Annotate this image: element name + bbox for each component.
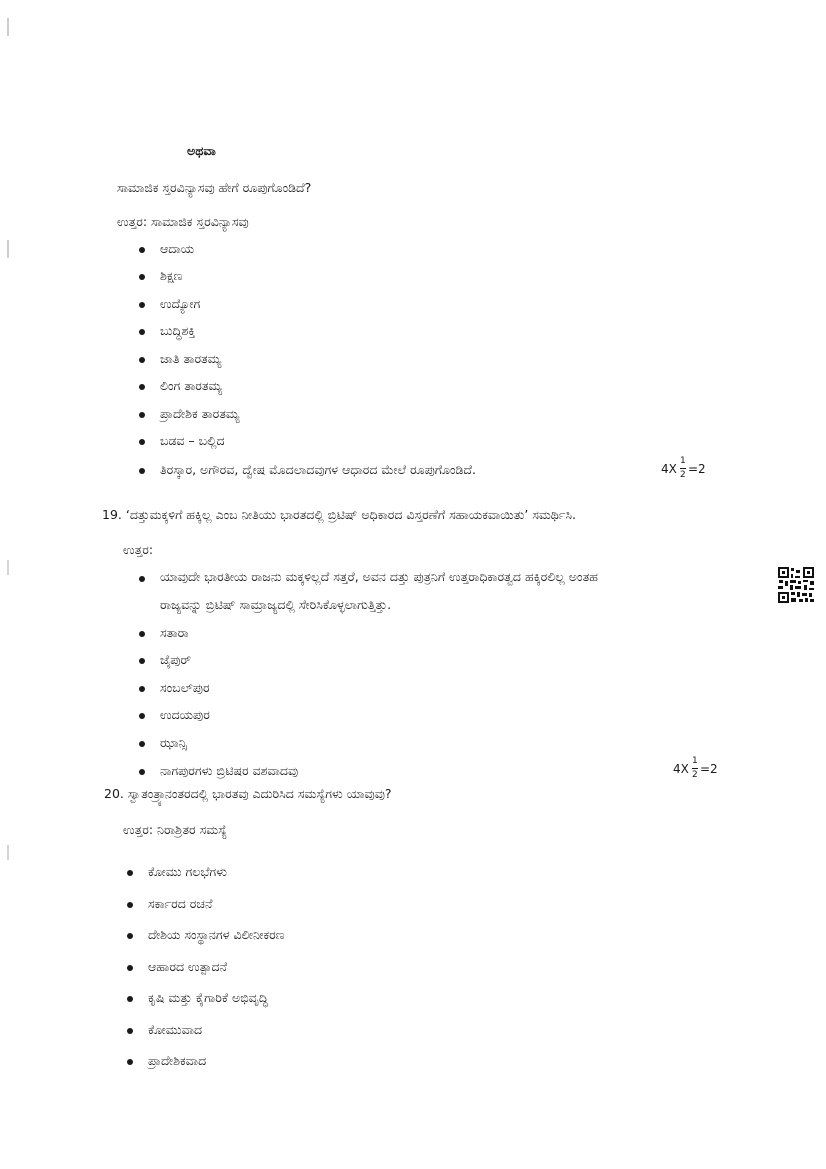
bullet: [139, 357, 145, 363]
question-20: 20. ಸ್ವಾತಂತ್ರ್ಯಾನಂತರದಲ್ಲಿ ಭಾರತವು ಎದುರಿಸಿದ ಸಮಸ್ಯೆಗಳು ಯಾವುವು?: [104, 786, 392, 801]
marks-denominator: 2: [692, 770, 698, 780]
list-item: ನಾಗಪುರಗಳು ಬ್ರಿಟಿಷರ ವಶವಾದವು: [160, 763, 299, 778]
list-item: ಉದ್ಯೋಗ: [160, 296, 201, 311]
bullet: [139, 302, 145, 308]
bullet: [127, 870, 133, 876]
bullet: [139, 274, 145, 280]
bullet: [127, 933, 133, 939]
bullet: [127, 1059, 133, 1065]
marks-result: =2: [700, 762, 718, 776]
bullet: [139, 576, 145, 582]
bullet: [139, 412, 145, 418]
list-item: ಉದಯಪುರ: [160, 707, 210, 722]
list-item: ಕೃಷಿ ಮತ್ತು ಕೈಗಾರಿಕೆ ಅಭಿವೃದ್ಧಿ: [148, 990, 268, 1005]
bullet: [139, 713, 145, 719]
list-item: ಕೋಮು ಗಲಭೆಗಳು: [148, 864, 227, 879]
marks-numerator: 1: [680, 456, 686, 466]
list-item: ಸರ್ಕಾರದ ರಚನೆ: [148, 896, 213, 911]
bullet: [139, 384, 145, 390]
bullet: [139, 631, 145, 637]
bullet: [139, 741, 145, 747]
answer-20-label: ಉತ್ತರ: ನಿರಾಶ್ರಿತರ ಸಮಸ್ಯೆ: [123, 822, 228, 837]
list-item: ಪ್ರಾದೇಶಿಕವಾದ: [148, 1053, 207, 1068]
list-item: ಯಾವುದೇ ಭಾರತೀಯ ರಾಜನು ಮಕ್ಕಳಿಲ್ಲದೆ ಸತ್ತರೆ, ಅವನ ದತ್ತು ಪುತ್ರನಿಗೆ ಉತ್ತರಾಧಿಕಾರತ್ವದ ಹಕ್ಕಿರಲಿಲ್ಲ ಅಂತಹ: [160, 569, 598, 584]
marks-denominator: 2: [680, 470, 686, 480]
list-item: ಶಿಕ್ಷಣ: [160, 268, 183, 283]
bullet: [139, 247, 145, 253]
bullet: [127, 1028, 133, 1034]
bullet: [139, 658, 145, 664]
bullet: [139, 769, 145, 775]
list-item: ಪ್ರಾದೇಶಿಕ ತಾರತಮ್ಯ: [160, 406, 240, 421]
list-item: ತಿರಸ್ಕಾರ, ಅಗೌರವ, ದ್ವೇಷ ಮೊದಲಾದವುಗಳ ಆಧಾರದ ಮೇಲೆ ರೂಪುಗೊಂಡಿದೆ.: [160, 462, 476, 477]
bullet: [127, 965, 133, 971]
marks-lead: 4X: [673, 762, 689, 776]
qr-code-icon[interactable]: [777, 566, 815, 604]
marks-lead: 4X: [661, 462, 677, 476]
list-item: ಬಡವ – ಬಲ್ಲಿದ: [160, 433, 225, 448]
list-item: ಕೋಮುವಾದ: [148, 1022, 203, 1037]
bullet: [139, 439, 145, 445]
question-social: ಸಾಮಾಜಿಕ ಸ್ತರವಿನ್ಯಾಸವು ಹೇಗೆ ರೂಪುಗೊಂಡಿದೆ?: [117, 180, 312, 195]
list-item: ಜೈಪುರ್: [160, 652, 192, 667]
list-item: ದೇಶಿಯ ಸಂಸ್ಥಾನಗಳ ವಿಲೀನೀಕರಣ: [148, 927, 285, 942]
bullet: [127, 996, 133, 1002]
list-item: ಆದಾಯ: [160, 241, 195, 256]
list-item-continued: ರಾಜ್ಯವನ್ನು ಬ್ರಿಟಿಷ್ ಸಾಮ್ರಾಜ್ಯದಲ್ಲಿ ಸೇರಿಸಿಕೊಳ್ಳಲಾಗುತ್ತಿತ್ತು.: [160, 597, 392, 612]
list-item: ಆಹಾರದ ಉತ್ಪಾದನೆ: [148, 959, 228, 974]
answer-social-label: ಉತ್ತರ: ಸಾಮಾಜಿಕ ಸ್ತರವಿನ್ಯಾಸವು: [117, 214, 249, 229]
bullet: [139, 468, 145, 474]
question-19: 19. ‘ದತ್ತುಮಕ್ಕಳಿಗೆ ಹಕ್ಕಿಲ್ಲ ಎಂಬ ನೀತಿಯು ಭಾರತದಲ್ಲಿ ಬ್ರಿಟಿಷ್ ಅಧಿಕಾರದ ವಿಸ್ತರಣೆಗೆ ಸಹಾಯಕವಾಯಿತು’ ಸಮರ್ಥಿಸಿ.: [102, 507, 576, 522]
fraction-bar: [680, 468, 686, 469]
bullet: [139, 329, 145, 335]
list-item: ಲಿಂಗ ತಾರತಮ್ಯ: [160, 378, 223, 393]
or-heading: ಅಥವಾ: [187, 143, 216, 158]
marks-numerator: 1: [692, 756, 698, 766]
fraction-bar: [692, 768, 698, 769]
marks-2: [673, 756, 718, 780]
list-item: ಸಂಬಲ್‌ಪುರ: [160, 680, 210, 695]
list-item: ಝಾನ್ಸಿ: [160, 735, 187, 750]
bullet: [139, 686, 145, 692]
answer-19-label: ಉತ್ತರ:: [123, 542, 154, 557]
marks-result: =2: [688, 462, 706, 476]
list-item: ಬುದ್ಧಿಶಕ್ತಿ: [160, 323, 196, 338]
bullet: [127, 902, 133, 908]
marks-1: [661, 456, 706, 480]
list-item: ಸತಾರಾ: [160, 625, 189, 640]
list-item: ಜಾತಿ ತಾರತಮ್ಯ: [160, 351, 222, 366]
